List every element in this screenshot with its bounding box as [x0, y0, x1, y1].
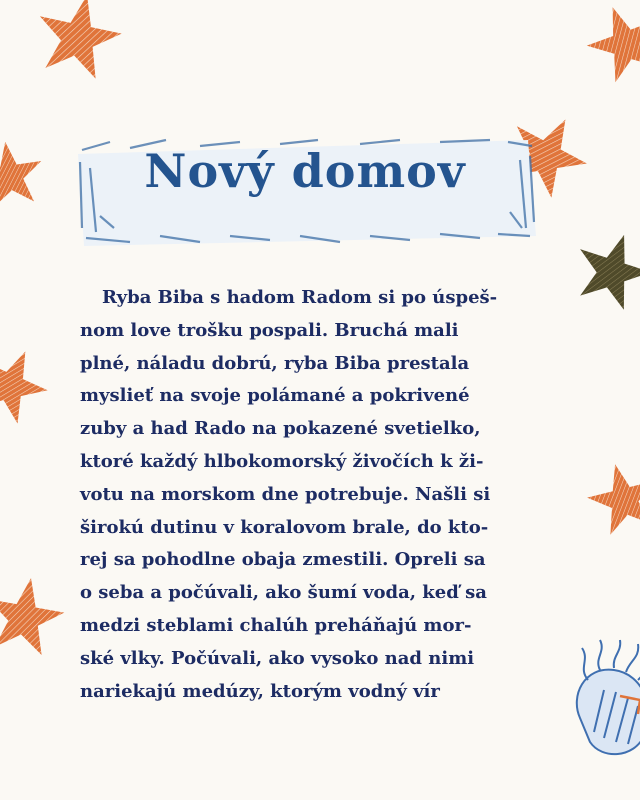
text-line: medzi steblami chalúh preháňajú mor- [80, 614, 472, 636]
text-line: o seba a počúvali, ako šumí voda, keď sa [80, 582, 487, 604]
text-line: širokú dutinu v koralovom brale, do kto- [80, 516, 489, 538]
text-line: zuby a had Rado na pokazené svetielko, [80, 418, 481, 440]
starfish-icon [577, 0, 640, 87]
starfish-icon [581, 456, 640, 538]
starfish-icon [0, 337, 58, 429]
jellyfish-icon [577, 640, 640, 754]
text-line: nom love trošku pospali. Bruchá mali [80, 319, 459, 341]
story-paragraph [80, 282, 570, 708]
text-line: Ryba Biba s hadom Radom si po úspeš- [102, 287, 498, 308]
starfish-icon [0, 137, 47, 209]
text-line: nariekajú medúzy, ktorým vodný vír [80, 680, 440, 702]
text-line: myslieť na svoje polámané a pokrivené [80, 385, 470, 407]
starfish-icon [0, 571, 69, 657]
text-line: votu na morskom dne potrebuje. Našli si [80, 483, 491, 505]
starfish-icon [30, 0, 128, 82]
text-line: ské vlky. Počúvali, ako vysoko nad nimi [80, 647, 475, 669]
text-line: rej sa pohodlne obaja zmestili. Opreli sa [80, 549, 486, 571]
starfish-icon [566, 223, 640, 314]
text-line: ktoré každý hlbokomorský živočích k ži- [80, 450, 484, 472]
text-line: plné, náladu dobrú, ryba Biba prestala [80, 352, 470, 374]
title-block [70, 132, 540, 250]
page-title: Nový domov [144, 144, 466, 198]
